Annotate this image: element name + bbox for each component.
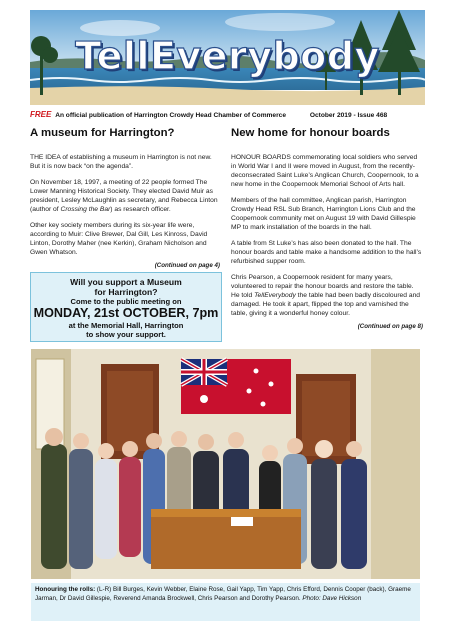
- photo-credit: Photo: Dave Hickson: [302, 594, 362, 602]
- red-ensign-flag: [181, 359, 291, 414]
- caption-text: (L-R) Bill Burges, Kevin Webber, Elaine Rose, Gail Yapp, Tim Yapp, Chris Efford, Dennis Cooper (back), Graeme Jarman, Dr David Gillespie, Reverend Amanda Brockwell, Chris Pearson and Dorothy Pearson.: [35, 586, 411, 602]
- callout-line: Will you support a Museum: [70, 277, 182, 287]
- left-article-heading: A museum for Harrington?: [30, 127, 175, 139]
- restored-table: [151, 514, 301, 569]
- right-article-paragraph: Members of the hall committee, Anglican parish, Harrington Crowdy Head RSL Sub Branch, Harrington Lions Club and the Coopernook community met on August 19 with David Gillespie MP to mark installation of the boards in the hall.: [231, 197, 416, 231]
- tagline: [30, 110, 425, 119]
- left-article-paragraph: THE IDEA of establishing a museum in Harrington is not new. But it is now back “on the agenda”.: [30, 154, 212, 170]
- right-article-paragraph: A table from St Luke’s has also been donated to the hall. The honour boards and table make a handsome addition to the hall’s refurbished supper room.: [231, 240, 422, 265]
- right-article-paragraph: Chris Pearson, a Coopernook resident for many years, volunteered to repair the honour boards and restore the table. He told TellEverybody the table had been badly discoloured and damaged. He took it apart, flipped the top and varnished the table, giving it a wonderful honey colour.: [231, 274, 421, 317]
- free-label: FREE: [30, 110, 52, 119]
- caption-label: Honouring the rolls:: [35, 586, 96, 593]
- left-article-paragraph: Other key society members during its six-year life were, according to Muir: Clive Brewer, Dal Gill, Les Kinross, David Linton, Dorothy Maher (nee Kerkin), Graham Nicholson and Gwen Whatson.: [30, 222, 208, 256]
- continued-link-page-8[interactable]: (Continued on page 8): [357, 323, 423, 330]
- right-article-paragraph: HONOUR BOARDS commemorating local soldiers who served in World War I and II were moved in August, from the recently-deconsecrated Saint Luke’s Anglican Church, Coopernook, to a new home in the Coopernook Memorial School of Arts hall.: [231, 154, 419, 188]
- right-article-heading: New home for honour boards: [231, 127, 390, 139]
- left-article-paragraph: On November 18, 1997, a meeting of 22 people formed The Lower Manning Historical Society. They elected David Muir as president, Lesley McLaughlin as secretary, and Rebecca Linton (author of Crossing the Bar) as research officer.: [30, 179, 218, 213]
- museum-meeting-callout: [30, 272, 222, 342]
- masthead: [30, 10, 425, 105]
- issue-label: October 2019 - Issue 468: [309, 112, 388, 119]
- right-article-body: [231, 153, 423, 331]
- continued-link-page-4[interactable]: (Continued on page 4): [154, 262, 220, 269]
- left-article-body: [30, 153, 220, 270]
- callout-line: for Harrington?: [94, 287, 158, 297]
- callout-line: to show your support.: [86, 330, 166, 339]
- publication-line: An official publication of Harrington Crowdy Head Chamber of Commerce: [55, 112, 286, 119]
- masthead-title: TellEverybody: [75, 34, 380, 78]
- callout-line: Come to the public meeting on: [70, 297, 182, 306]
- callout-line: at the Memorial Hall, Harrington: [68, 321, 184, 330]
- honour-boards-group-photo: [31, 349, 420, 579]
- callout-date: MONDAY, 21st OCTOBER, 7pm: [33, 306, 219, 320]
- photo-caption: [31, 583, 420, 621]
